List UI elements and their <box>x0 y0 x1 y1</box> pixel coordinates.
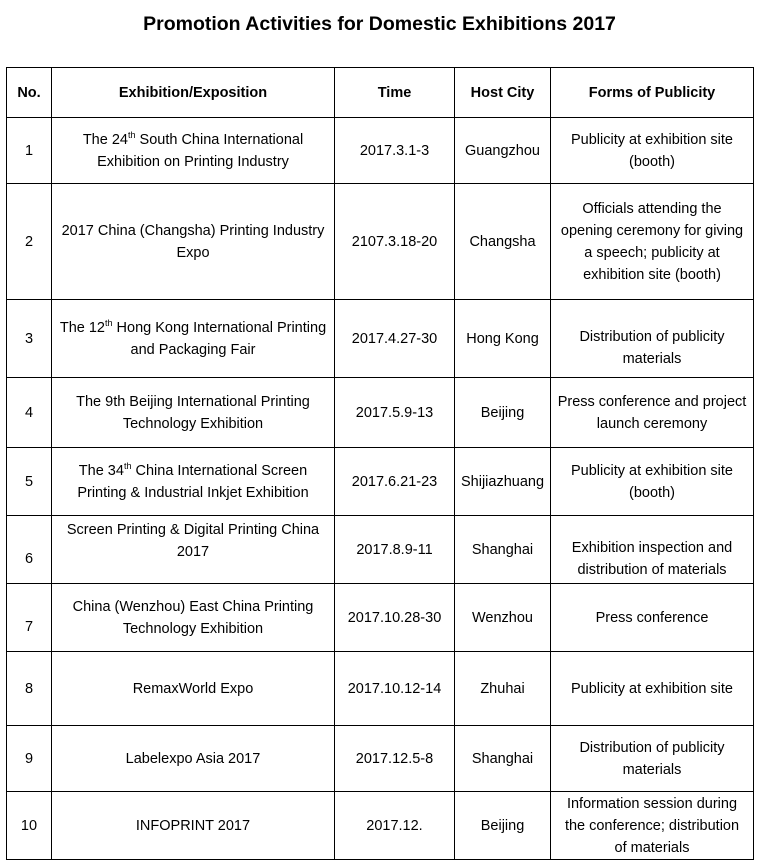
cell-time: 2017.12. <box>335 792 455 860</box>
cell-no: 10 <box>7 792 52 860</box>
table-row <box>7 300 754 378</box>
column-header-forms: Forms of Publicity <box>551 68 754 118</box>
cell-time: 2017.10.28-30 <box>335 584 455 652</box>
cell-forms: Officials attending the opening ceremony for giving a speech; publicity at exhibition site (booth) <box>551 184 754 300</box>
cell-exhibition: The 9th Beijing International Printing Technology Exhibition <box>52 378 335 448</box>
cell-forms: Publicity at exhibition site (booth) <box>551 118 754 184</box>
exhibition-text: Screen Printing & Digital Printing China 2017 <box>66 521 320 560</box>
cell-time: 2017.6.21-23 <box>335 448 455 516</box>
cell-forms: Information session during the conference; distribution of materials <box>551 792 754 860</box>
row-number-text: 6 <box>24 550 34 567</box>
cell-no: 9 <box>7 726 52 792</box>
table-row <box>7 584 754 652</box>
cell-no <box>7 584 52 652</box>
cell-host-city: Zhuhai <box>455 652 551 726</box>
cell-host-city: Shanghai <box>455 516 551 584</box>
cell-forms <box>551 300 754 378</box>
cell-host-city: Shijiazhuang <box>455 448 551 516</box>
cell-host-city: Guangzhou <box>455 118 551 184</box>
cell-exhibition: The 24th South China International Exhibition on Printing Industry <box>52 118 335 184</box>
column-header-time: Time <box>335 68 455 118</box>
cell-exhibition <box>52 516 335 584</box>
cell-no: 4 <box>7 378 52 448</box>
forms-text: Exhibition inspection and distribution of materials <box>571 539 733 578</box>
cell-no <box>7 516 52 584</box>
cell-exhibition: China (Wenzhou) East China Printing Technology Exhibition <box>52 584 335 652</box>
cell-host-city: Beijing <box>455 378 551 448</box>
cell-forms: Publicity at exhibition site (booth) <box>551 448 754 516</box>
cell-exhibition: The 12th Hong Kong International Printing and Packaging Fair <box>52 300 335 378</box>
table-row <box>7 448 754 516</box>
cell-time: 2017.3.1-3 <box>335 118 455 184</box>
table-row <box>7 726 754 792</box>
cell-host-city: Changsha <box>455 184 551 300</box>
cell-host-city: Hong Kong <box>455 300 551 378</box>
cell-no: 3 <box>7 300 52 378</box>
cell-time: 2017.8.9-11 <box>335 516 455 584</box>
cell-no: 1 <box>7 118 52 184</box>
table-row <box>7 378 754 448</box>
cell-host-city: Beijing <box>455 792 551 860</box>
cell-exhibition: INFOPRINT 2017 <box>52 792 335 860</box>
column-header-no: No. <box>7 68 52 118</box>
table-row <box>7 118 754 184</box>
cell-time: 2017.4.27-30 <box>335 300 455 378</box>
page-title: Promotion Activities for Domestic Exhibitions 2017 <box>143 13 616 35</box>
cell-time: 2107.3.18-20 <box>335 184 455 300</box>
cell-time: 2017.12.5-8 <box>335 726 455 792</box>
cell-exhibition: 2017 China (Changsha) Printing Industry Expo <box>52 184 335 300</box>
forms-text: Distribution of publicity materials <box>579 328 725 367</box>
exhibitions-table <box>6 67 754 860</box>
cell-no: 5 <box>7 448 52 516</box>
cell-no: 8 <box>7 652 52 726</box>
cell-no: 2 <box>7 184 52 300</box>
cell-forms: Distribution of publicity materials <box>551 726 754 792</box>
column-header-exhibition: Exhibition/Exposition <box>52 68 335 118</box>
row-number-text: 7 <box>24 618 34 635</box>
table-row <box>7 516 754 584</box>
cell-host-city: Shanghai <box>455 726 551 792</box>
cell-forms: Press conference <box>551 584 754 652</box>
table-row <box>7 652 754 726</box>
cell-time: 2017.5.9-13 <box>335 378 455 448</box>
table-row <box>7 184 754 300</box>
cell-exhibition: RemaxWorld Expo <box>52 652 335 726</box>
cell-forms: Publicity at exhibition site <box>551 652 754 726</box>
cell-exhibition: The 34th China International Screen Printing & Industrial Inkjet Exhibition <box>52 448 335 516</box>
cell-exhibition: Labelexpo Asia 2017 <box>52 726 335 792</box>
table-row <box>7 792 754 860</box>
cell-forms: Press conference and project launch ceremony <box>551 378 754 448</box>
table-header-row <box>7 68 754 118</box>
column-header-host-city: Host City <box>455 68 551 118</box>
cell-host-city: Wenzhou <box>455 584 551 652</box>
cell-time: 2017.10.12-14 <box>335 652 455 726</box>
cell-forms <box>551 516 754 584</box>
